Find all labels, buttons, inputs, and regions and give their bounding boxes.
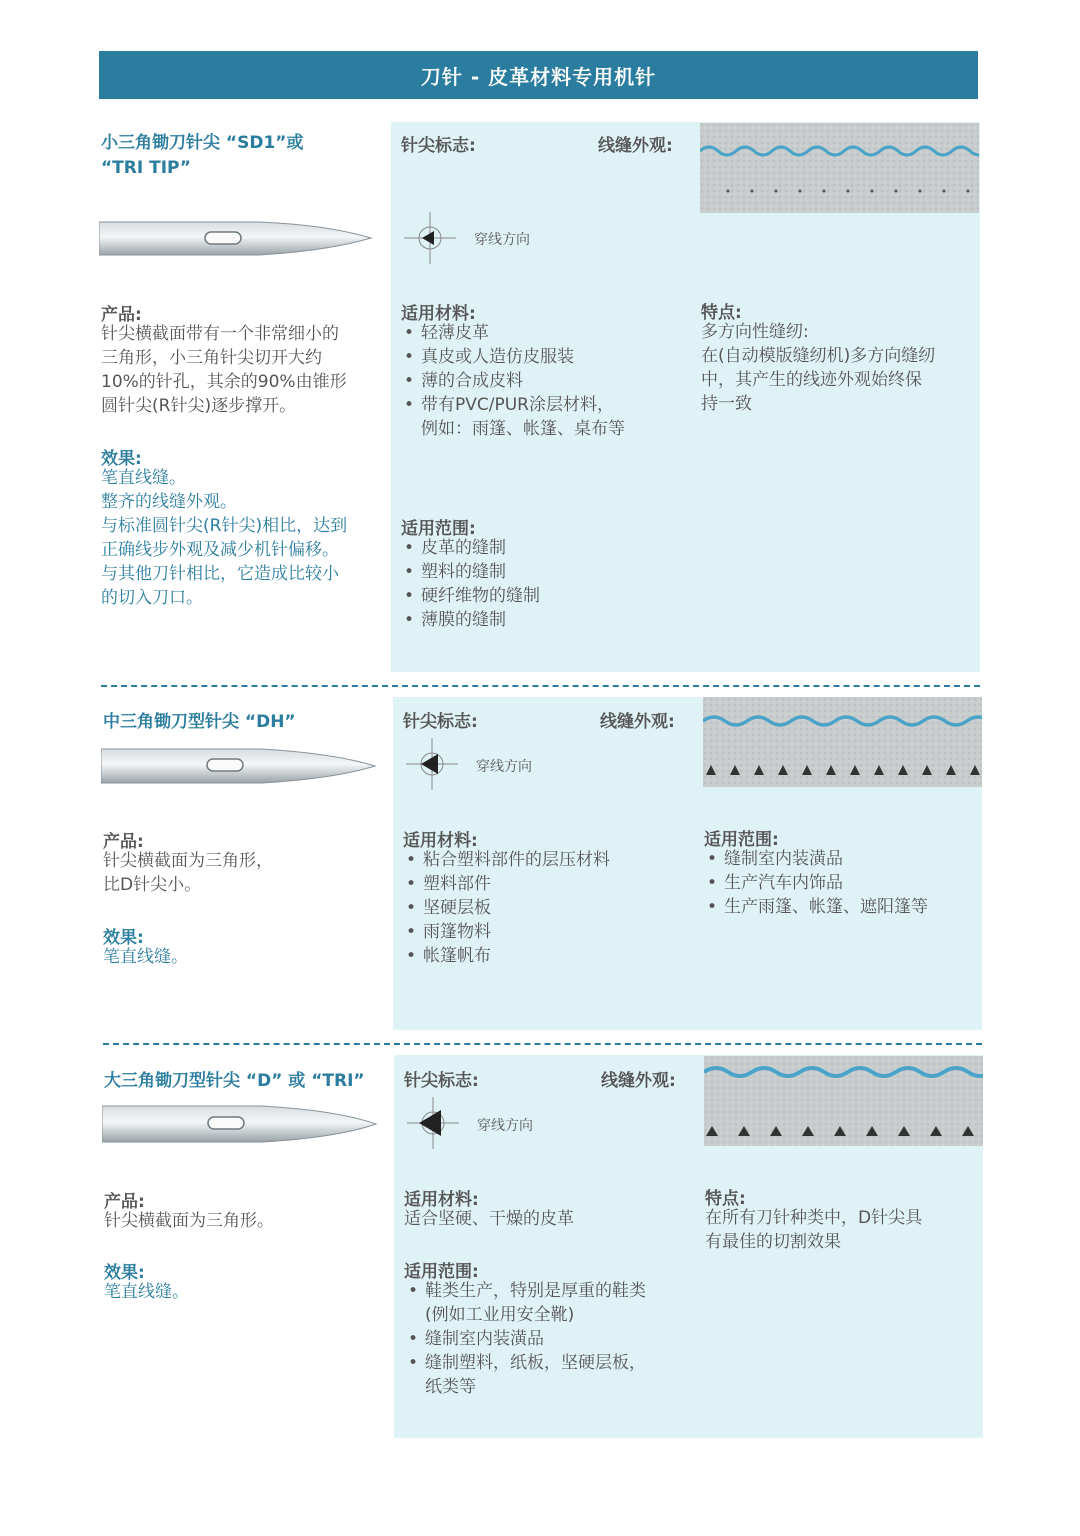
list-item: • 生产汽车内饰品 — [704, 871, 979, 895]
needle-image-sd1 — [99, 218, 375, 260]
section2-product-label: 产品: — [103, 832, 144, 852]
list-item: • 粘合塑料部件的层压材料 — [403, 848, 693, 872]
section2-product-text: 针尖横截面为三角形， 比D针尖小。 — [103, 851, 273, 895]
section-divider — [103, 1043, 982, 1045]
section2-scope-list — [704, 847, 979, 919]
list-item: • 带有PVC/PUR涂层材料， 例如：雨篷、帐篷、桌布等 — [401, 393, 691, 441]
list-item: • 轻薄皮革 — [401, 321, 691, 345]
section3-product-label: 产品: — [104, 1192, 145, 1212]
list-item: • 塑料部件 — [403, 872, 693, 896]
list-item: • 薄的合成皮料 — [401, 369, 691, 393]
thread-direction-label: 穿线方向 — [477, 1118, 533, 1134]
list-item: • 生产雨篷、帐篷、遮阳篷等 — [704, 895, 979, 919]
section2-materials-list — [403, 848, 693, 968]
section3-effect-text: 笔直线缝。 — [104, 1282, 189, 1302]
needle-image-dh — [101, 746, 377, 786]
section3-product-text: 针尖横截面为三角形。 — [104, 1211, 274, 1231]
section2-point-mark-label: 针尖标志: — [403, 712, 478, 732]
page-title-bar — [99, 51, 978, 99]
section3-materials-text: 适合坚硬、干燥的皮革 — [404, 1209, 574, 1229]
section2-title: 中三角锄刀型针尖 “DH” — [103, 712, 296, 732]
section1-product-label: 产品: — [101, 305, 142, 325]
section2-materials-label: 适用材料: — [403, 831, 478, 851]
list-item: • 薄膜的缝制 — [401, 608, 691, 632]
section1-materials-label: 适用材料: — [401, 304, 476, 324]
section3-scope-list — [405, 1279, 695, 1399]
section1-features-text: 多方向性缝纫: 在(自动模版缝纫机)多方向缝纫 中，其产生的线迹外观始终保 持一致 — [701, 322, 936, 414]
section1-seam-view-label: 线缝外观: — [598, 136, 673, 156]
list-item: • 雨篷物料 — [403, 920, 693, 944]
section1-materials-list — [401, 321, 691, 441]
needle-image-d — [102, 1103, 378, 1145]
section1-point-mark-label: 针尖标志: — [401, 136, 476, 156]
stitch-sample-image-dh — [703, 697, 982, 787]
list-item: • 鞋类生产，特别是厚重的鞋类 (例如工业用安全靴) — [405, 1279, 695, 1327]
list-item: • 帐篷帆布 — [403, 944, 693, 968]
section3-features-label: 特点: — [705, 1189, 746, 1209]
section1-scope-label: 适用范围: — [401, 519, 476, 539]
list-item: • 缝制塑料，纸板，坚硬层板， 纸类等 — [405, 1351, 695, 1399]
list-item: • 硬纤维物的缝制 — [401, 584, 691, 608]
stitch-sample-image-sd1 — [700, 123, 979, 213]
section3-scope-label: 适用范围: — [404, 1262, 479, 1282]
section1-effect-label: 效果: — [101, 449, 142, 469]
stitch-sample-image-d — [704, 1056, 983, 1146]
triangle-direction-icon — [407, 1097, 459, 1149]
section3-effect-label: 效果: — [104, 1263, 145, 1283]
thread-direction-label: 穿线方向 — [476, 759, 532, 775]
section1-scope-list — [401, 536, 691, 632]
section1-features-label: 特点: — [701, 303, 742, 323]
section3-title: 大三角锄刀型针尖 “D” 或 “TRI” — [104, 1071, 365, 1091]
list-item: • 皮革的缝制 — [401, 536, 691, 560]
section2-effect-label: 效果: — [103, 928, 144, 948]
list-item: • 塑料的缝制 — [401, 560, 691, 584]
section2-effect-text: 笔直线缝。 — [103, 947, 188, 967]
section3-materials-label: 适用材料: — [404, 1190, 479, 1210]
section3-seam-view-label: 线缝外观: — [601, 1071, 676, 1091]
triangle-direction-icon — [406, 738, 458, 790]
section1-effect-text: 笔直线缝。 整齐的线缝外观。 与标准圆针尖(R针尖)相比，达到 正确线步外观及减少机针偏移。 与其他刀针相比，它造成比较小 的切入刀口。 — [101, 468, 348, 608]
section2-seam-view-label: 线缝外观: — [600, 712, 675, 732]
page-title: 刀针 - 皮革材料专用机针 — [420, 64, 657, 89]
list-item: • 坚硬层板 — [403, 896, 693, 920]
section3-features-text: 在所有刀针种类中，D针尖具 有最佳的切割效果 — [705, 1208, 923, 1252]
section1-product-text: 针尖横截面带有一个非常细小的 三角形，小三角针尖切开大约 10%的针孔，其余的90%由锥形 圆针尖(R针尖)逐步撑开。 — [101, 324, 347, 416]
list-item: • 缝制室内装潢品 — [704, 847, 979, 871]
thread-direction-label: 穿线方向 — [474, 232, 530, 248]
triangle-direction-icon — [404, 212, 456, 264]
list-item: • 真皮或人造仿皮服装 — [401, 345, 691, 369]
section3-point-mark-label: 针尖标志: — [404, 1071, 479, 1091]
section1-title: 小三角锄刀针尖 “SD1”或 “TRI TIP” — [101, 133, 304, 178]
list-item: • 缝制室内装潢品 — [405, 1327, 695, 1351]
section2-scope-label: 适用范围: — [704, 830, 779, 850]
section-divider — [101, 685, 980, 687]
